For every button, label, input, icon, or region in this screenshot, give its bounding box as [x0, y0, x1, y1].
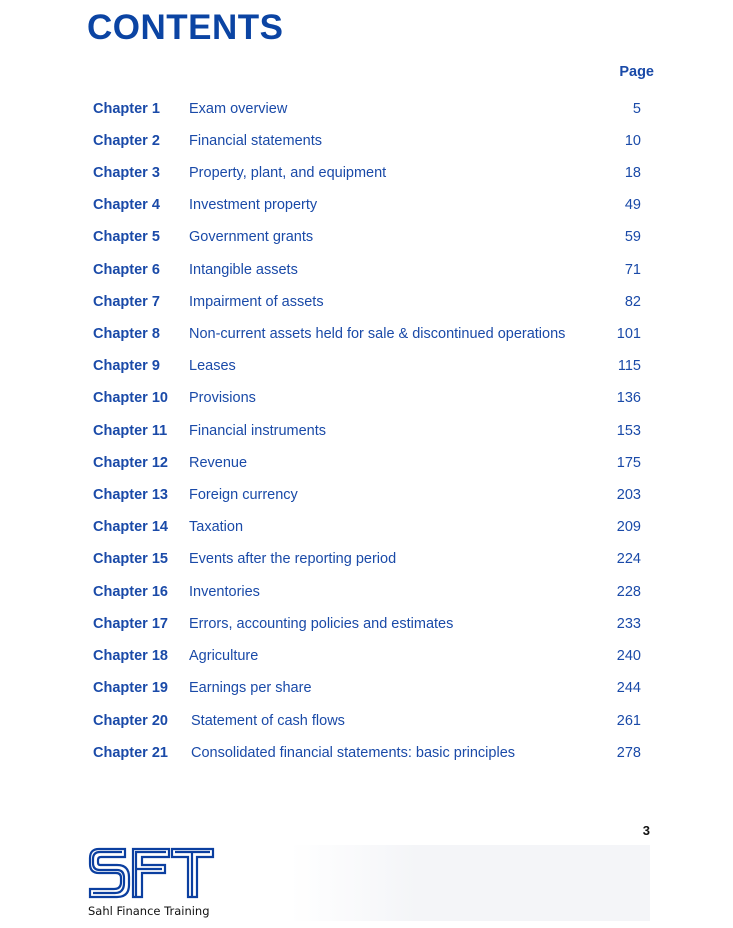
chapter-page-number: 203	[616, 487, 641, 503]
chapter-number: Chapter 19	[93, 680, 168, 696]
toc-row[interactable]	[0, 551, 733, 575]
chapter-page-number: 244	[616, 680, 641, 696]
page-number: 3	[642, 823, 650, 838]
sft-logo-mark	[87, 845, 217, 901]
toc-row[interactable]	[0, 584, 733, 608]
chapter-page-number: 10	[624, 133, 641, 149]
toc-row[interactable]	[0, 455, 733, 479]
chapter-number: Chapter 17	[93, 616, 168, 632]
sft-logo	[87, 845, 217, 921]
chapter-page-number: 209	[616, 519, 641, 535]
chapter-page-number: 224	[616, 551, 641, 567]
chapter-number: Chapter 10	[93, 390, 168, 406]
chapter-title[interactable]: Errors, accounting policies and estimates	[189, 616, 454, 632]
chapter-number: Chapter 11	[93, 423, 168, 439]
chapter-number: Chapter 18	[93, 648, 168, 664]
toc-row[interactable]	[0, 713, 733, 737]
toc-row[interactable]	[0, 294, 733, 318]
toc-row[interactable]	[0, 745, 733, 769]
chapter-number: Chapter 21	[93, 745, 168, 761]
toc-row[interactable]	[0, 262, 733, 286]
chapter-number: Chapter 12	[93, 455, 168, 471]
chapter-number: Chapter 1	[93, 101, 160, 117]
chapter-title[interactable]: Foreign currency	[189, 487, 298, 503]
toc-row[interactable]	[0, 390, 733, 414]
chapter-page-number: 18	[624, 165, 641, 181]
chapter-number: Chapter 16	[93, 584, 168, 600]
chapter-page-number: 228	[616, 584, 641, 600]
chapter-title[interactable]: Financial instruments	[189, 423, 326, 439]
chapter-page-number: 59	[624, 229, 641, 245]
chapter-number: Chapter 20	[93, 713, 168, 729]
chapter-title[interactable]: Statement of cash flows	[191, 713, 345, 729]
chapter-page-number: 153	[616, 423, 641, 439]
chapter-title[interactable]: Taxation	[189, 519, 244, 535]
chapter-title[interactable]: Earnings per share	[189, 680, 312, 696]
chapter-page-number: 101	[616, 326, 641, 342]
toc-row[interactable]	[0, 133, 733, 157]
chapter-page-number: 5	[632, 101, 641, 117]
chapter-title[interactable]: Consolidated financial statements: basic principles	[191, 745, 516, 761]
footer-band	[290, 845, 650, 921]
toc-row[interactable]	[0, 229, 733, 253]
chapter-title[interactable]: Intangible assets	[189, 262, 298, 278]
chapter-number: Chapter 2	[93, 133, 160, 149]
chapter-title[interactable]: Exam overview	[189, 101, 288, 117]
page-column-header: Page	[619, 64, 654, 80]
chapter-number: Chapter 4	[93, 197, 160, 213]
toc-row[interactable]	[0, 197, 733, 221]
toc-row[interactable]	[0, 326, 733, 350]
chapter-number: Chapter 6	[93, 262, 160, 278]
chapter-page-number: 136	[616, 390, 641, 406]
chapter-number: Chapter 3	[93, 165, 160, 181]
logo-caption: Sahl Finance Training	[88, 904, 210, 918]
chapter-page-number: 278	[616, 745, 641, 761]
toc-row[interactable]	[0, 165, 733, 189]
chapter-number: Chapter 5	[93, 229, 160, 245]
toc-row[interactable]	[0, 101, 733, 125]
chapter-number: Chapter 13	[93, 487, 168, 503]
chapter-page-number: 115	[617, 358, 641, 374]
chapter-title[interactable]: Events after the reporting period	[189, 551, 397, 567]
chapter-title[interactable]: Inventories	[189, 584, 260, 600]
chapter-page-number: 261	[616, 713, 641, 729]
page-title: CONTENTS	[87, 8, 284, 47]
chapter-page-number: 71	[624, 262, 641, 278]
chapter-title[interactable]: Investment property	[189, 197, 318, 213]
chapter-page-number: 240	[616, 648, 641, 664]
chapter-title[interactable]: Impairment of assets	[189, 294, 324, 310]
chapter-page-number: 175	[616, 455, 641, 471]
chapter-title[interactable]: Non-current assets held for sale & discontinued operations	[189, 326, 566, 342]
toc-row[interactable]	[0, 616, 733, 640]
toc-row[interactable]	[0, 487, 733, 511]
chapter-page-number: 233	[616, 616, 641, 632]
chapter-number: Chapter 15	[93, 551, 168, 567]
toc-row[interactable]	[0, 519, 733, 543]
chapter-title[interactable]: Revenue	[189, 455, 248, 471]
chapter-number: Chapter 14	[93, 519, 168, 535]
chapter-title[interactable]: Property, plant, and equipment	[189, 165, 387, 181]
toc-row[interactable]	[0, 648, 733, 672]
chapter-number: Chapter 7	[93, 294, 160, 310]
chapter-title[interactable]: Agriculture	[189, 648, 259, 664]
chapter-title[interactable]: Provisions	[189, 390, 256, 406]
chapter-page-number: 49	[624, 197, 641, 213]
toc-row[interactable]	[0, 680, 733, 704]
chapter-title[interactable]: Government grants	[189, 229, 314, 245]
chapter-number: Chapter 9	[93, 358, 160, 374]
chapter-title[interactable]: Leases	[189, 358, 236, 374]
toc-row[interactable]	[0, 423, 733, 447]
chapter-title[interactable]: Financial statements	[189, 133, 322, 149]
toc-row[interactable]	[0, 358, 733, 382]
chapter-number: Chapter 8	[93, 326, 160, 342]
chapter-page-number: 82	[624, 294, 641, 310]
